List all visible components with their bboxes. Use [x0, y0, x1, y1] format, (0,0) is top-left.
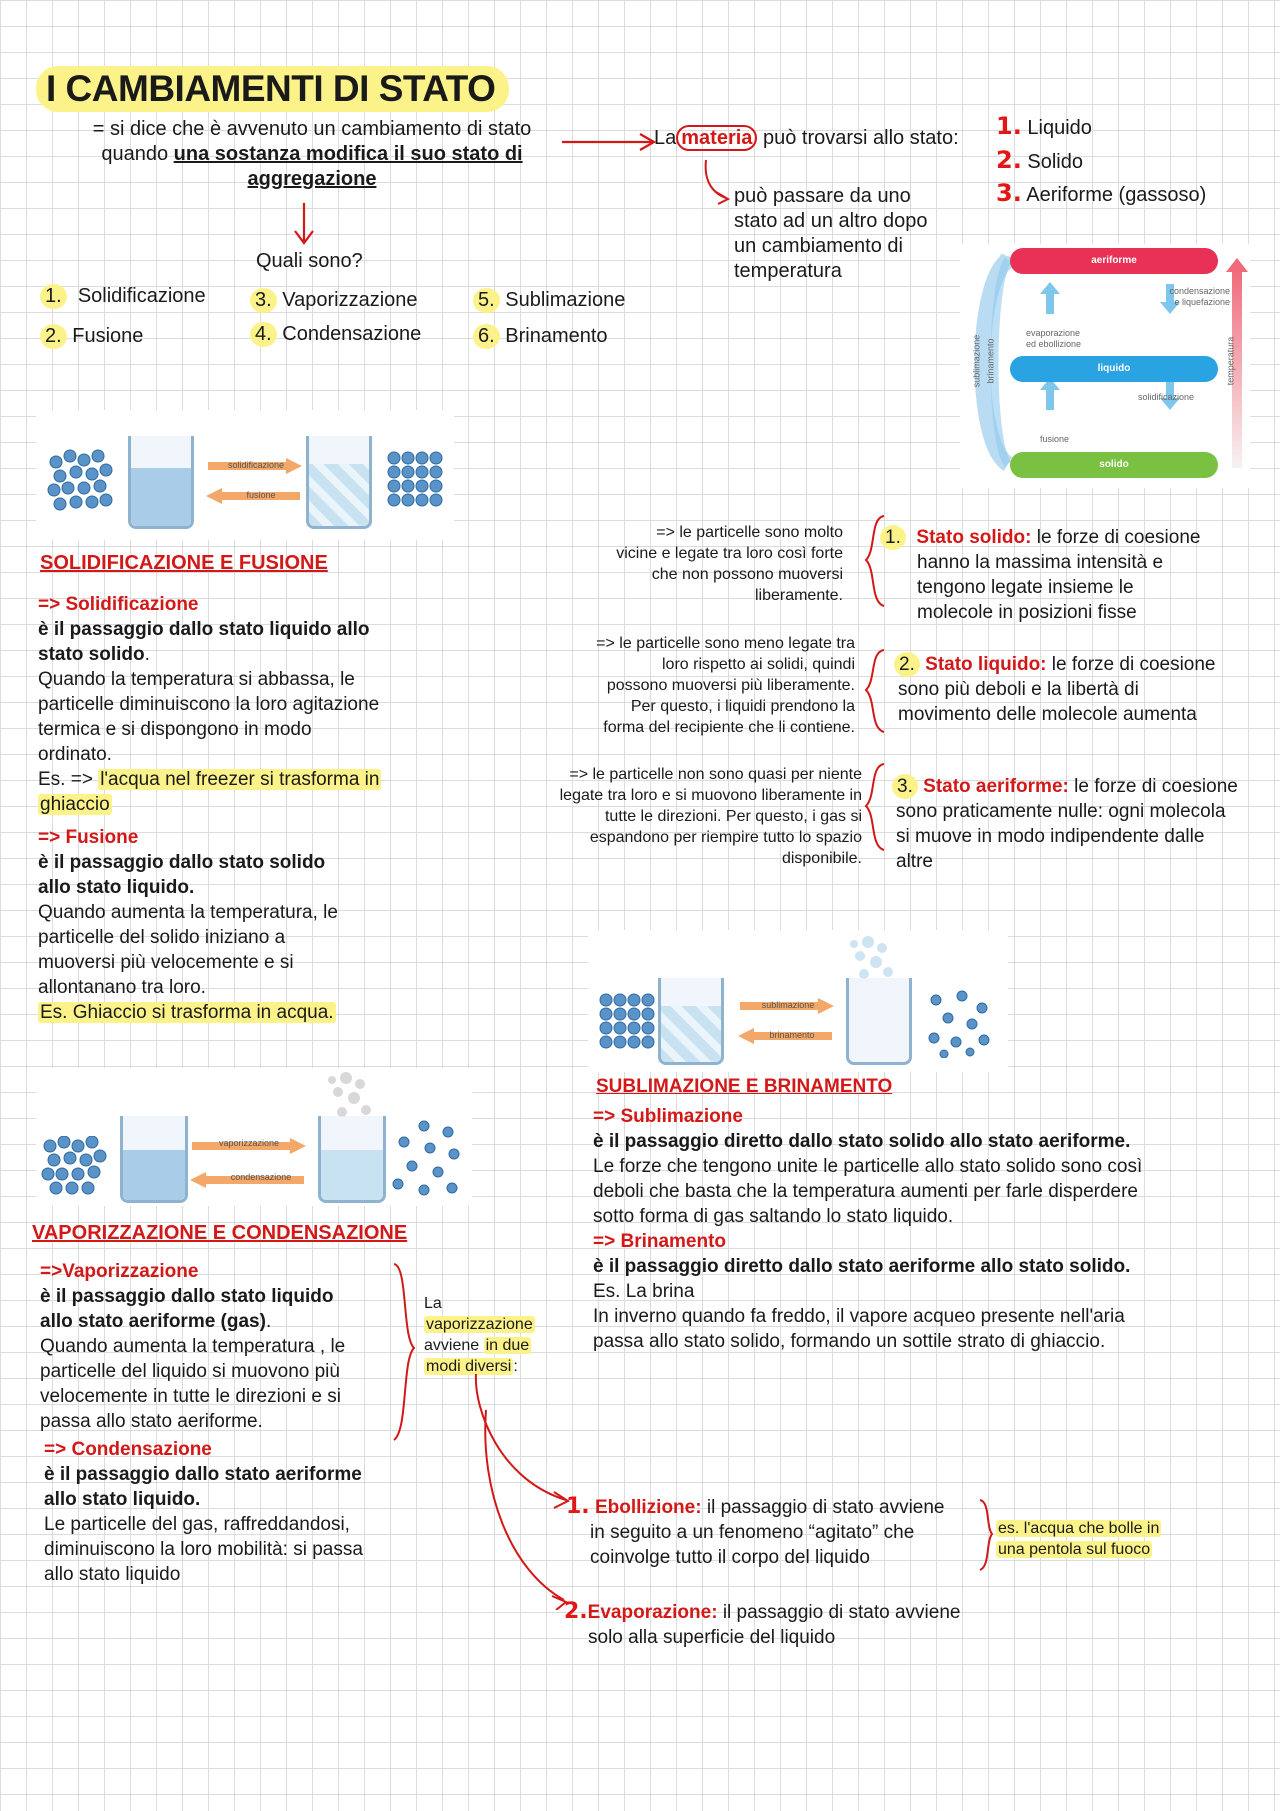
beaker-liquid: [120, 1116, 188, 1203]
beaker-liquid: [128, 436, 194, 529]
sublim-body: => Sublimazione è il passaggio diretto dallo stato solido allo stato aeriforme. Le forze che tengono unite le particelle allo stato solido sono così deboli che basta che la temperatura aumenti per farle disperdere sotto forma di gas saltando lo stato liquido. => Brinamento è il passaggio diretto dallo stato aeriforme allo stato solido. Es. La brina In inverno quando fa freddo, il vapore acqueo presente nell'aria passa allo stato solido, formando un sottile strato di ghiaccio.: [593, 1106, 1143, 1352]
curly-brace-icon: [976, 1496, 996, 1576]
evaporazione-desc: 2.Evaporazione: il passaggio di stato avviene solo alla superficie del liquido: [564, 1599, 961, 1648]
solido-box: solido: [1010, 452, 1218, 478]
state-gas-desc: 3. Stato aeriforme: le forze di coesione sono praticamente nulle: ogni molecola si muove in modo indipendente dalle altre: [892, 774, 1276, 874]
beaker-ice: [658, 978, 724, 1065]
particles-gas-icon: [926, 988, 996, 1058]
particles-gas-icon: [390, 1118, 466, 1198]
liquido-box: liquido: [1010, 356, 1218, 382]
curved-arrow-icon: [700, 158, 732, 206]
type-item-5: 5. Sublimazione: [473, 288, 625, 313]
condensazione-label: condensazione e liquefazione: [1169, 286, 1230, 307]
intro-line3: aggregazione: [247, 168, 377, 190]
beaker-empty: [846, 978, 912, 1065]
branch-arrows-icon: [470, 1370, 580, 1610]
curly-brace-icon: [390, 1260, 420, 1444]
illustration-sublimazione-brinamento: sublimazione brinamento: [588, 930, 1008, 1072]
aeriforme-box: aeriforme: [1010, 248, 1218, 274]
down-arrow-icon: [292, 201, 316, 247]
materia-line: La materia può trovarsi allo stato:: [654, 127, 959, 149]
evaporazione-label: evaporazione ed ebollizione: [1026, 328, 1082, 349]
state-liquid-desc: 2. Stato liquido: le forze di coesione sono più deboli e la libertà di movimento delle molecole aumenta: [894, 652, 1274, 727]
section-heading-sublim: SUBLIMAZIONE E BRINAMENTO: [596, 1076, 893, 1097]
brinamento-label: brinamento: [985, 338, 996, 384]
particle-note-solid: => le particelle sono molto vicine e legate tra loro così forte che non possono muoversi liberamente.: [616, 524, 843, 604]
sublimazione-label: sublimazione: [971, 334, 982, 388]
type-item-2: 2. Fusione: [40, 324, 143, 349]
intro-question: Quali sono?: [256, 250, 363, 272]
particles-disordered-icon: [40, 1136, 110, 1198]
materia-states: 1. Liquido 2. Solido 3. Aeriforme (gassoso): [996, 112, 1207, 207]
illustration-solidificazione-fusione: solidificazione fusione: [36, 410, 454, 540]
ebollizione-example: es. l'acqua che bolle in una pentola sul fuoco: [998, 1520, 1160, 1558]
type-item-4: 4. Condensazione: [250, 322, 421, 347]
fusione-label: fusione: [1040, 434, 1070, 444]
type-item-6: 6. Brinamento: [473, 324, 608, 349]
right-arrow-icon: [560, 130, 660, 154]
intro-text: [72, 117, 552, 192]
particles-ordered-icon: [384, 448, 450, 514]
solidificazione-label: solidificazione: [1138, 392, 1195, 402]
illustration-vaporizzazione-condensazione: vaporizzazione condensazione: [36, 1068, 472, 1206]
intro-line1: = si dice che è avvenuto un cambiamento di stato: [92, 118, 532, 140]
type-item-3: 3. Vaporizzazione: [250, 288, 418, 313]
particles-disordered-icon: [46, 448, 116, 518]
solid-fusion-body: => Solidificazione è il passaggio dallo stato liquido allo stato solido. Quando la temperatura si abbassa, le particelle diminuiscono la loro agitazione termica e si dispongono in modo ordinato. Es. => l'acqua nel freezer si trasforma in ghiaccio => Fusione è il passaggio dallo stato solido allo stato liquido. Quando aumenta la temperatura, le particelle del solido iniziano a muoversi più velocemente e si allontanano tra loro. Es. Ghiaccio si trasforma in acqua.: [38, 594, 380, 1023]
ebollizione-desc: 1. Ebollizione: il passaggio di stato avviene in seguito a un fenomeno “agitato” che coinvolge tutto il corpo del liquido: [566, 1494, 945, 1568]
type-item-1: 1. Solidificazione: [40, 284, 206, 309]
temperatura-label: temperatura: [1225, 336, 1236, 386]
intro-line2: quando una sostanza modifica il suo stato di: [101, 143, 523, 165]
vapor-side-note: La vaporizzazione avviene in due modi diversi :: [424, 1295, 533, 1375]
states-cycle-diagram: [960, 244, 1250, 488]
page-title: I CAMBIAMENTI DI STATO: [36, 66, 509, 112]
particle-note-gas: => le particelle non sono quasi per niente legate tra loro e si muovono liberamente in tutte le direzioni. Per questo, i gas si espandono per riempire tutto lo spazio disponibile.: [559, 766, 862, 867]
beaker-boiling: [318, 1116, 386, 1203]
section-heading-solid-fusion: SOLIDIFICAZIONE E FUSIONE: [40, 552, 328, 574]
particle-note-liquid: => le particelle sono meno legate tra loro rispetto ai solidi, quindi possono muoversi più liberamente. Per questo, i liquidi prendono la forma del recipiente che li contiene.: [596, 635, 855, 736]
particles-ordered-icon: [596, 990, 662, 1056]
beaker-ice: [306, 436, 372, 529]
vapor-body: =>Vaporizzazione è il passaggio dallo stato liquido allo stato aeriforme (gas). Quando aumenta la temperatura , le particelle del liquido si muovono più velocemente in tutte le direzioni e si passa allo stato aeriforme. => Condensazione è il passaggio dallo stato aeriforme allo stato liquido. Le particelle del gas, raffreddandosi, diminuiscono la loro mobilità: si passa allo stato liquido: [40, 1261, 363, 1585]
materia-change: può passare da uno stato ad un altro dopo un cambiamento di temperatura: [734, 185, 928, 282]
state-solid-desc: 1. Stato solido: le forze di coesione hanno la massima intensità e tengono legate insieme le molecole in posizioni fisse: [880, 525, 1260, 625]
section-heading-vapor: VAPORIZZAZIONE E CONDENSAZIONE: [32, 1222, 408, 1244]
